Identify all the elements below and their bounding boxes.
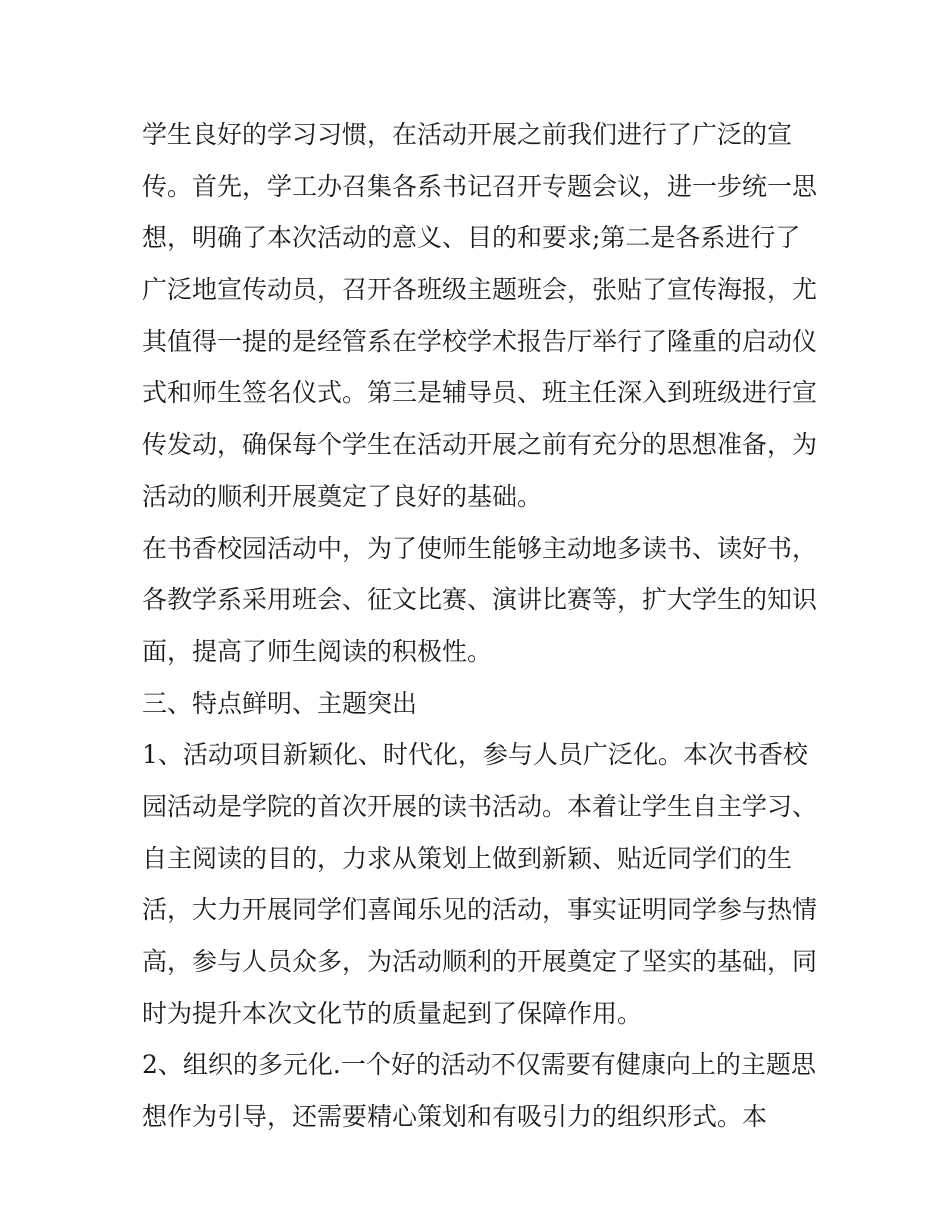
text-line: 2、组织的多元化.一个好的活动不仅需要有健康向上的主题思 [142,1050,816,1080]
section-heading: 三、特点鲜明、主题突出 [142,688,418,718]
text-line: 传发动，确保每个学生在活动开展之前有充分的思想准备，为 [142,430,818,460]
text-line: 想，明确了本次活动的意义、目的和要求;第二是各系进行了 [142,223,801,253]
text-line: 想作为引导，还需要精心策划和有吸引力的组织形式。本 [142,1102,768,1132]
body-text [142,109,822,1143]
text-line: 活，大力开展同学们喜闻乐见的活动，事实证明同学参与热情 [142,895,818,925]
text-line: 在书香校园活动中，为了使师生能够主动地多读书、读好书， [142,533,818,563]
text-line: 活动的顺利开展奠定了良好的基础。 [142,481,543,511]
text-line: 式和师生签名仪式。第三是辅导员、班主任深入到班级进行宣 [142,378,818,408]
text-line: 广泛地宣传动员，召开各班级主题班会，张贴了宣传海报，尤 [142,275,818,305]
text-line: 1、活动项目新颖化、时代化，参与人员广泛化。本次书香校 [142,740,808,770]
text-line: 园活动是学院的首次开展的读书活动。本着让学生自主学习、 [142,791,818,821]
text-line: 自主阅读的目的，力求从策划上做到新颖、贴近同学们的生 [142,843,793,873]
text-line: 其值得一提的是经管系在学校学术报告厅举行了隆重的启动仪 [142,326,818,356]
text-line: 高，参与人员众多，为活动顺利的开展奠定了坚实的基础，同 [142,947,818,976]
text-line: 学生良好的学习习惯，在活动开展之前我们进行了广泛的宣 [142,120,793,149]
text-line: 传。首先，学工办召集各系书记召开专题会议，进一步统一思 [142,171,818,201]
text-line: 各教学系采用班会、征文比赛、演讲比赛等，扩大学生的知识 [142,585,818,615]
text-line: 时为提升本次文化节的质量起到了保障作用。 [142,998,643,1028]
text-line: 面，提高了师生阅读的积极性。 [142,636,493,666]
